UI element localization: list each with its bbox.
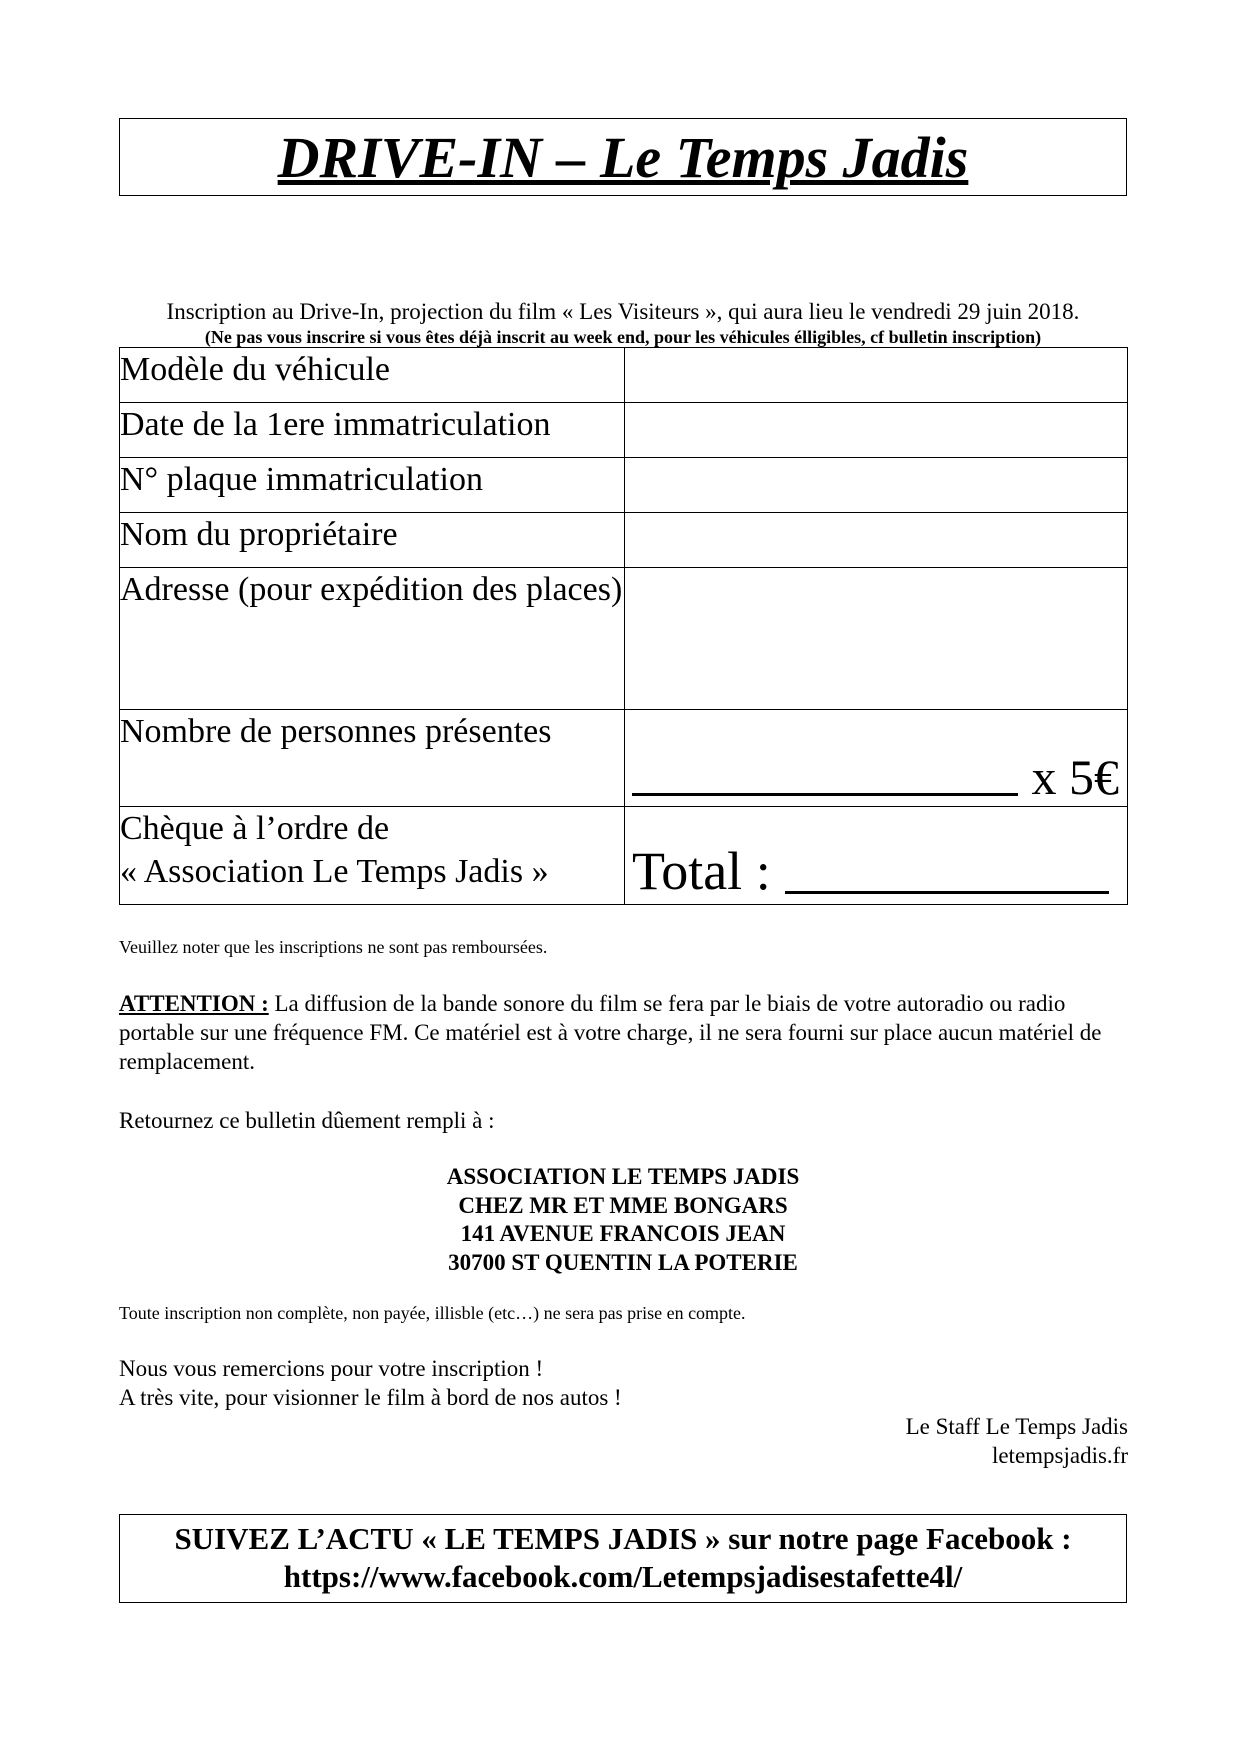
total-line: [632, 841, 1109, 901]
plate-number-label: N° plaque immatriculation: [120, 458, 625, 513]
incomplete-notice: Toute inscription non complète, non payée, illisble (etc…) ne sera pas prise en compte.: [119, 1303, 746, 1323]
total-label: Total :: [632, 841, 771, 901]
first-registration-date-label: Date de la 1ere immatriculation: [120, 403, 625, 458]
table-row: [120, 458, 1128, 513]
postal-address: [119, 1163, 1127, 1277]
website-text: letempsjadis.fr: [991, 1443, 1128, 1468]
total-blank[interactable]: [785, 891, 1109, 894]
address-line: 30700 ST QUENTIN LA POTERIE: [448, 1249, 798, 1275]
price-multiplier: x 5€: [1031, 749, 1119, 805]
facebook-link[interactable]: https://www.facebook.com/Letempsjadisestafette4l/: [283, 1559, 963, 1594]
thanks-line-1: Nous vous remercions pour votre inscription !: [119, 1356, 544, 1381]
address-line: CHEZ MR ET MME BONGARS: [458, 1192, 788, 1218]
table-row: [120, 513, 1128, 568]
attention-text: La diffusion de la bande sonore du film se fera par le biais de votre autoradio ou radio portable sur une fréquence FM. Ce matériel est à votre charge, il ne sera fourni sur place aucun matériel de remplacement.: [119, 991, 1102, 1074]
vehicle-model-label: Modèle du véhicule: [120, 348, 625, 403]
people-count-line: [632, 749, 1119, 805]
table-row: [120, 348, 1128, 403]
title-box: [119, 118, 1127, 196]
first-registration-date-field[interactable]: [625, 403, 1128, 458]
cheque-order-line1: Chèque à l’ordre de: [120, 810, 390, 847]
address-field[interactable]: [625, 568, 1128, 710]
table-row: [120, 710, 1128, 807]
vehicle-model-field[interactable]: [625, 348, 1128, 403]
return-instruction: Retournez ce bulletin dûement rempli à :: [119, 1108, 495, 1133]
address-label: Adresse (pour expédition des places): [120, 568, 625, 710]
people-count-field[interactable]: [625, 710, 1128, 807]
page-title: DRIVE-IN – Le Temps Jadis: [277, 125, 969, 190]
cheque-order-line2: « Association Le Temps Jadis »: [120, 853, 549, 890]
facebook-box: [119, 1514, 1127, 1603]
table-row: [120, 568, 1128, 710]
intro-note: (Ne pas vous inscrire si vous êtes déjà inscrit au week end, pour les véhicules élligibles, cf bulletin inscription): [204, 327, 1042, 347]
facebook-heading: SUIVEZ L’ACTU « LE TEMPS JADIS » sur notre page Facebook :: [174, 1521, 1072, 1556]
address-line: ASSOCIATION LE TEMPS JADIS: [446, 1164, 800, 1189]
people-count-blank[interactable]: [632, 793, 1018, 796]
thanks-line-2: A très vite, pour visionner le film à bord de nos autos !: [119, 1385, 622, 1410]
registration-table: [119, 347, 1128, 905]
address-line: 141 AVENUE FRANCOIS JEAN: [460, 1221, 786, 1246]
owner-name-label: Nom du propriétaire: [120, 513, 625, 568]
attention-label: ATTENTION :: [119, 991, 269, 1016]
people-count-label: Nombre de personnes présentes: [120, 710, 625, 807]
table-row: [120, 403, 1128, 458]
attention-paragraph: [119, 989, 1129, 1076]
staff-signature: Le Staff Le Temps Jadis: [905, 1414, 1128, 1439]
refund-notice: Veuillez noter que les inscriptions ne sont pas remboursées.: [119, 937, 548, 957]
plate-number-field[interactable]: [625, 458, 1128, 513]
table-row: [120, 807, 1128, 905]
owner-name-field[interactable]: [625, 513, 1128, 568]
intro-text: Inscription au Drive-In, projection du film « Les Visiteurs », qui aura lieu le vendredi 29 juin 2018.: [166, 299, 1080, 324]
cheque-order-label: [120, 807, 625, 905]
total-field[interactable]: [625, 807, 1128, 905]
